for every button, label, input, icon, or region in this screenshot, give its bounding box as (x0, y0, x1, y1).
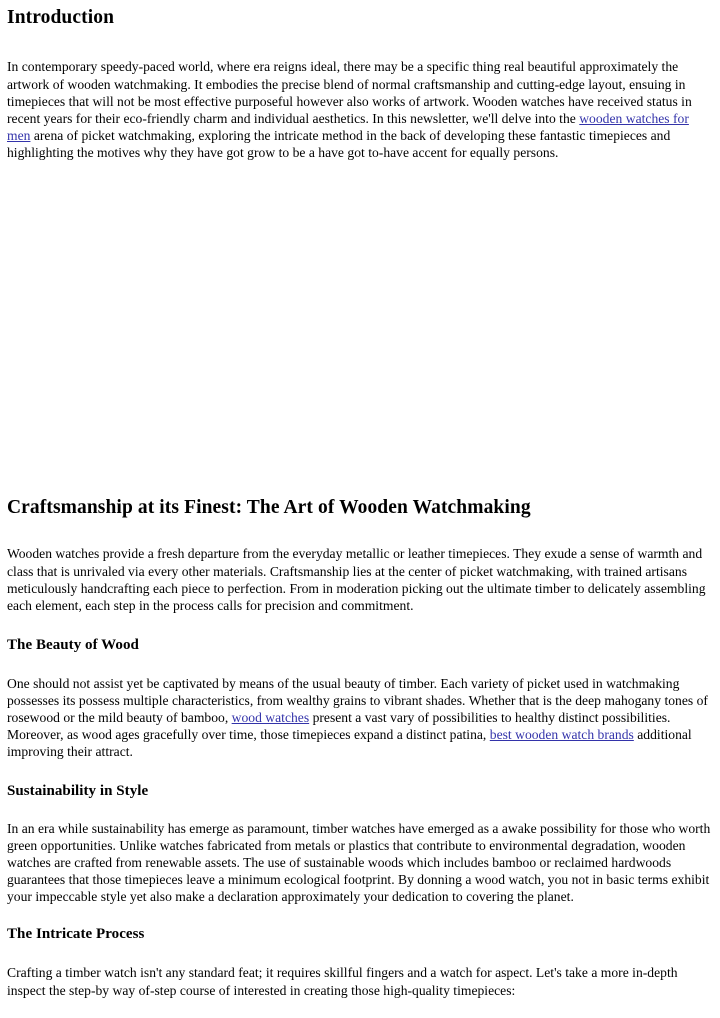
subsection-heading-sustainability-in-style: Sustainability in Style (7, 782, 149, 799)
beauty-of-wood-paragraph (7, 675, 713, 760)
subsection-heading-intricate-process: The Intricate Process (7, 926, 145, 943)
craftsmanship-paragraph: Wooden watches provide a fresh departure from the everyday metallic or leather timepieces. They exude a sense of warmth and class that is unrivaled via every other materials. Craftsmanship lies at the center of picket watchmaking, with trained artisans meticulously handcrafting each piece to perfection. From in moderation picking out the ultimate timber to delicately assembling each element, each step in the process calls for precision and commitment. (7, 546, 706, 613)
empty-media-region (7, 161, 713, 497)
spacer (7, 905, 713, 926)
section-heading-craftsmanship: Craftsmanship at its Finest: The Art of Wooden Watchmaking (7, 496, 531, 518)
introduction-text-before-link: In contemporary speedy-paced world, where era reigns ideal, there may be a specific thing real beautiful approximately the artwork of wooden watchmaking. It embodies the precise blend of normal craftsmanship and cutting-edge layout, ensuing in timepieces that will not be most effective purposeful however also works of artwork. Wooden watches have received status in recent years for their eco-friendly charm and individual aesthetics. In this newsletter, we'll delve into the (7, 59, 692, 126)
spacer (7, 614, 713, 637)
spacer (7, 29, 713, 58)
link-wooden-watches-for-men[interactable]: wooden watches for men (7, 110, 689, 143)
subsection-heading-beauty-of-wood: The Beauty of Wood (7, 636, 139, 653)
introduction-paragraph (7, 58, 713, 161)
introduction-text-after-link: arena of picket watchmaking, exploring the intricate method in the back of developing these fantastic timepieces and highlighting the motives why they have got grow to be a have got to-have accent for equally persons. (7, 127, 671, 160)
page-title: Introduction (7, 7, 115, 28)
beauty-text-before-first-link: One should not assist yet be captivated by means of the usual beauty of timber. Each variety of picket used in watchmaking possesses its possess multiple characteristics, from wealthy grains to vibrant shades. Whether that is the deep mahogany tones of rosewood or the mild beauty of bamboo, (7, 676, 708, 726)
spacer (7, 800, 713, 820)
sustainability-paragraph: In an era while sustainability has emerge as paramount, timber watches have emerged as a awake possibility for those who worth green opportunities. Unlike watches fabricated from metals or plastics that contribute to environmental degradation, wooden watches are crafted from renewable assets. The use of sustainable woods which includes bamboo or reclaimed hardwoods guarantees that those timepieces leave a minimum ecological footprint. By donning a wood watch, you not in basic terms exhibit your impeccable style yet also make a declaration approximately your dedication to covering the planet. (7, 820, 711, 905)
intricate-process-paragraph: Crafting a timber watch isn't any standard feat; it requires skillful fingers and a watch for aspect. Let's take a more in-depth inspect the step-by way of-step course of interested in creating those high-quality timepieces: (7, 965, 678, 998)
spacer (7, 943, 713, 964)
spacer (7, 654, 713, 675)
beauty-text-between-links: present a vast vary of possibilities to healthy distinct possibilities. Moreover, as wood ages gracefully over time, those timepieces expand a distinct patina, (7, 710, 671, 743)
link-best-wooden-watch-brands[interactable]: best wooden watch brands (489, 727, 634, 743)
link-wood-watches[interactable]: wood watches (231, 710, 310, 726)
beauty-text-after-last-link: additional improving their attract. (7, 727, 692, 760)
spacer (7, 519, 713, 545)
spacer (7, 761, 713, 783)
